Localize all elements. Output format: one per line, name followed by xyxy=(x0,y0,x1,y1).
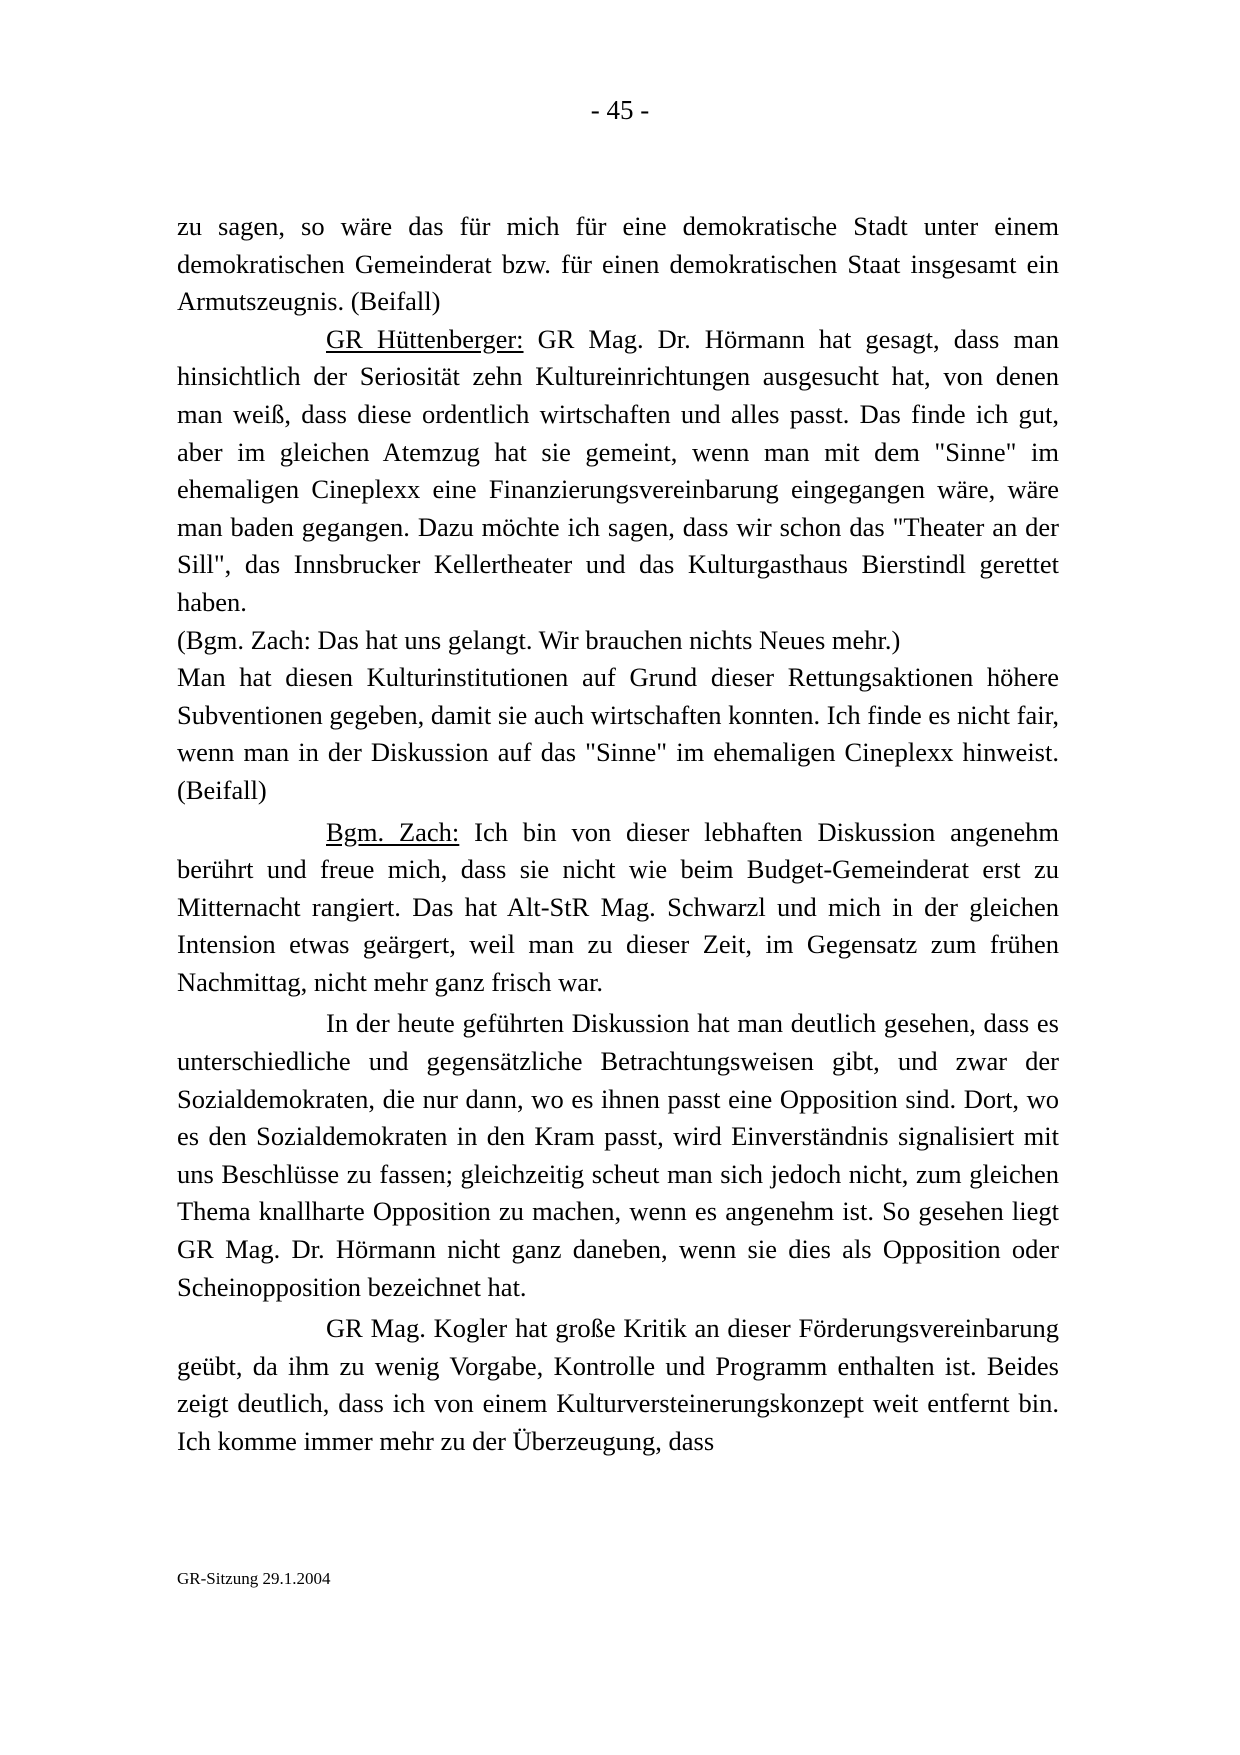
page-number: - 45 - xyxy=(590,95,650,125)
speech-paragraph xyxy=(177,814,1059,1002)
paragraph: In der heute geführten Diskussion hat man deutlich gesehen, dass es unterschiedliche und gegensätzliche Betrachtungsweisen gibt, und zwar der Sozialdemokraten, die nur dann, wo es ihnen passt eine Opposition sind. Dort, wo es den Sozialdemokraten in den Kram passt, wird Einverständnis signalisiert mit uns Beschlüsse zu fassen; gleichzeitig scheut man sich jedoch nicht, zum gleichen Thema knallharte Opposition zu machen, wenn es angenehm ist. So gesehen liegt GR Mag. Dr. Hörmann nicht ganz daneben, wenn sie dies als Opposition oder Scheinopposition bezeichnet hat. xyxy=(177,1008,1059,1302)
speech-text: Ich bin von dieser lebhaften Diskussion angenehm berührt und freue mich, dass sie nicht wie beim Budget-Gemeinderat erst zu Mitternacht rangiert. Das hat Alt-StR Mag. Schwarzl und mich in der gleichen Intension etwas geärgert, weil man zu dieser Zeit, im Gegensatz zum frühen Nachmittag, nicht mehr ganz frisch war. xyxy=(177,816,1059,997)
document-body xyxy=(177,208,1059,1461)
speaker-name: GR Hüttenberger: xyxy=(326,323,524,354)
paragraph: zu sagen, so wäre das für mich für eine demokratische Stadt unter einem demokratischen Gemeinderat bzw. für einen demokratischen Staat insgesamt ein Armutszeugnis. (Beifall) xyxy=(177,211,1059,317)
paragraph: Man hat diesen Kulturinstitutionen auf Grund dieser Rettungsaktionen höhere Subventionen gegeben, damit sie auch wirtschaften konnten. Ich finde es nicht fair, wenn man in der Diskussion auf das "Sinne" im ehemaligen Cineplexx hinweist. (Beifall) xyxy=(177,662,1059,805)
speaker-name: Bgm. Zach: xyxy=(326,816,460,847)
footer-session-date: GR-Sitzung 29.1.2004 xyxy=(177,1569,331,1588)
speech-paragraph xyxy=(177,321,1059,622)
paragraph: GR Mag. Kogler hat große Kritik an dieser Förderungsvereinbarung geübt, da ihm zu wenig Vorgabe, Kontrolle und Programm enthalten ist. Beides zeigt deutlich, dass ich von einem Kulturversteinerungskonzept weit entfernt bin. Ich komme immer mehr zu der Überzeugung, dass xyxy=(177,1313,1059,1456)
interjection: (Bgm. Zach: Das hat uns gelangt. Wir brauchen nichts Neues mehr.) xyxy=(177,624,901,655)
speech-text: GR Mag. Dr. Hörmann hat gesagt, dass man hinsichtlich der Seriosität zehn Kultureinrichtungen ausgesucht hat, von denen man weiß, dass diese ordentlich wirtschaften und alles passt. Das finde ich gut, aber im gleichen Atemzug hat sie gemeint, wenn man mit dem "Sinne" im ehemaligen Cineplexx eine Finanzierungsvereinbarung eingegangen wäre, wäre man baden gegangen. Dazu möchte ich sagen, dass wir schon das "Theater an der Sill", das Innsbrucker Kellertheater und das Kulturgasthaus Bierstindl gerettet haben. xyxy=(177,323,1059,617)
